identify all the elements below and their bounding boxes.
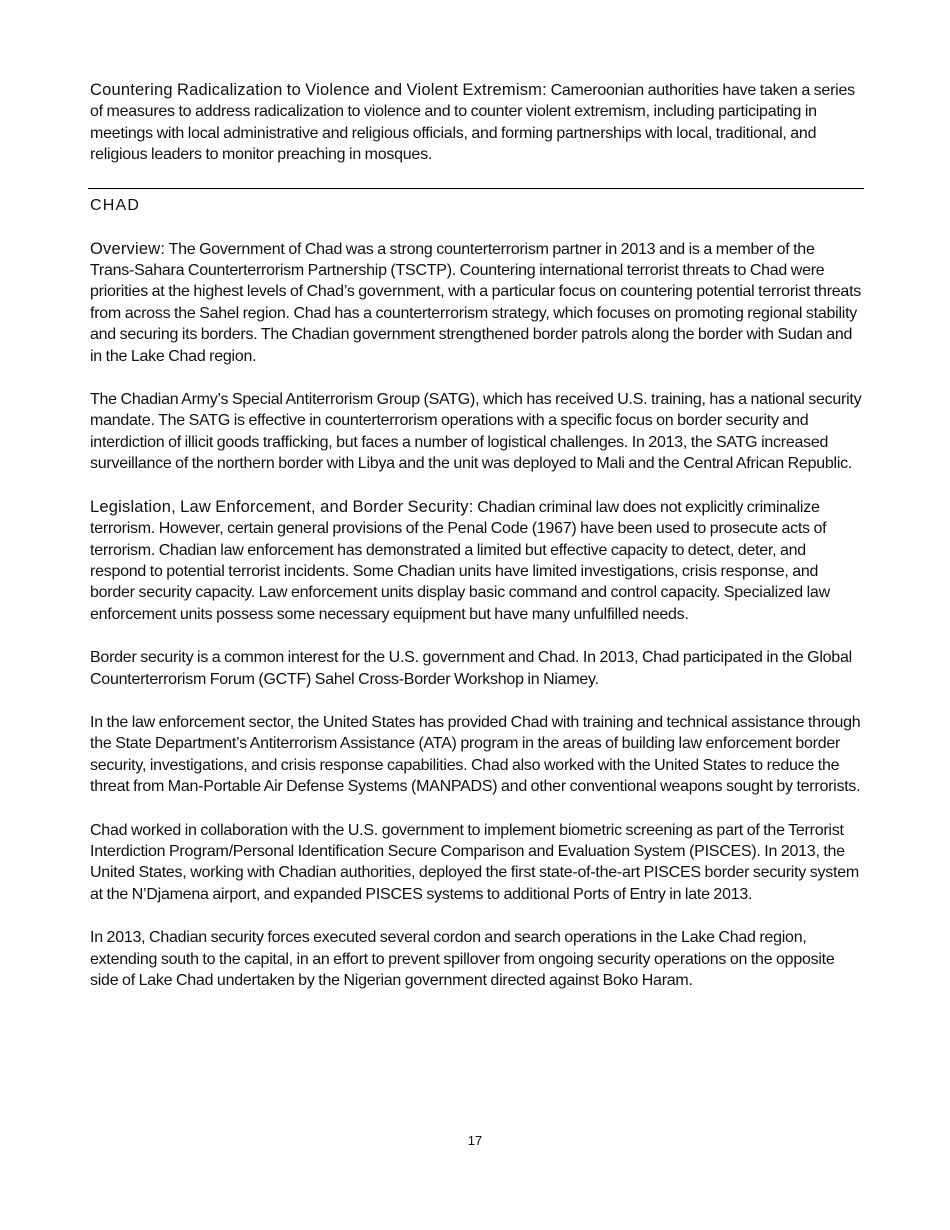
paragraph-law-enforcement: In the law enforcement sector, the United States has provided Chad with training and technical assistance through the State Department’s Antiterrorism Assistance (ATA) program in the areas of building law enforcement border security, investigations, and crisis response capabilities. Chad also worked with the United States to reduce the threat from Man-Portable Air Defense Systems (MANPADS) and other conventional weapons sought by terrorists. [90,713,861,796]
paragraph-pisces: Chad worked in collaboration with the U.S. government to implement biometric screening as part of the Terrorist Interdiction Program/Personal Identification Secure Comparison and Evaluation System (PISCES). In 2013, the United States, working with Chadian authorities, deployed the first state-of-the-art PISCES border security system at the N’Djamena airport, and expanded PISCES systems to additional Ports of Entry in late 2013. [90,821,859,903]
paragraph-legislation [90,497,862,625]
inline-heading: Countering Radicalization to Violence and Violent Extremism: [90,81,547,99]
section-divider [88,188,864,189]
paragraph-overview [90,239,862,367]
inline-heading: Overview: [90,239,166,258]
paragraph-border-security: Border security is a common interest for the U.S. government and Chad. In 2013, Chad participated in the Global Counterterrorism Forum (GCTF) Sahel Cross-Border Workshop in Niamey. [90,649,852,688]
section-title: CHAD [90,196,141,214]
paragraph-text: The Government of Chad was a strong counterterrorism partner in 2013 and is a member of the Trans-Sahara Counterterrorism Partnership (TSCTP). Countering international terrorist threats to Chad were priorities at the highest levels of Chad’s government, with a particular focus on countering potential terrorist threats from across the Sahel region. Chad has a counterterrorism strategy, which focuses on promoting regional stability and securing its borders. The Chadian government strengthened border patrols along the border with Sudan and in the Lake Chad region. [90,240,862,365]
paragraph-text: Cameroonian authorities have taken a series of measures to address radicalization to violence and to counter violent extremism, including participating in meetings with local administrative and religious officials, and forming partnerships with local, traditional, and religious leaders to monitor preaching in mosques. [90,82,855,164]
paragraph-operations: In 2013, Chadian security forces executed several cordon and search operations in the Lake Chad region, extending south to the capital, in an effort to prevent spillover from ongoing security operations on the opposite side of Lake Chad undertaken by the Nigerian government directed against Boko Haram. [90,929,835,989]
paragraph-satg: The Chadian Army’s Special Antiterrorism Group (SATG), which has received U.S. training, has a national security mandate. The SATG is effective in counterterrorism operations with a specific focus on border security and interdiction of illicit goods trafficking, but faces a number of logistical challenges. In 2013, the SATG increased surveillance of the northern border with Libya and the unit was deployed to Mali and the Central African Republic. [90,391,862,473]
inline-heading: Legislation, Law Enforcement, and Border Security: [90,497,474,516]
page-number: 17 [467,1133,483,1148]
document-page [90,80,862,1013]
paragraph-countering-radicalization [90,80,862,166]
paragraph-text: Chadian criminal law does not explicitly criminalize terrorism. However, certain general provisions of the Penal Code (1967) have been used to prosecute acts of terrorism. Chadian law enforcement has demonstrated a limited but effective capacity to detect, deter, and respond to potential terrorist incidents. Some Chadian units have limited investigations, crisis response, and border security capacity. Law enforcement units display basic command and control capacity. Specialized law enforcement units possess some necessary equipment but have many unfulfilled needs. [90,498,830,623]
